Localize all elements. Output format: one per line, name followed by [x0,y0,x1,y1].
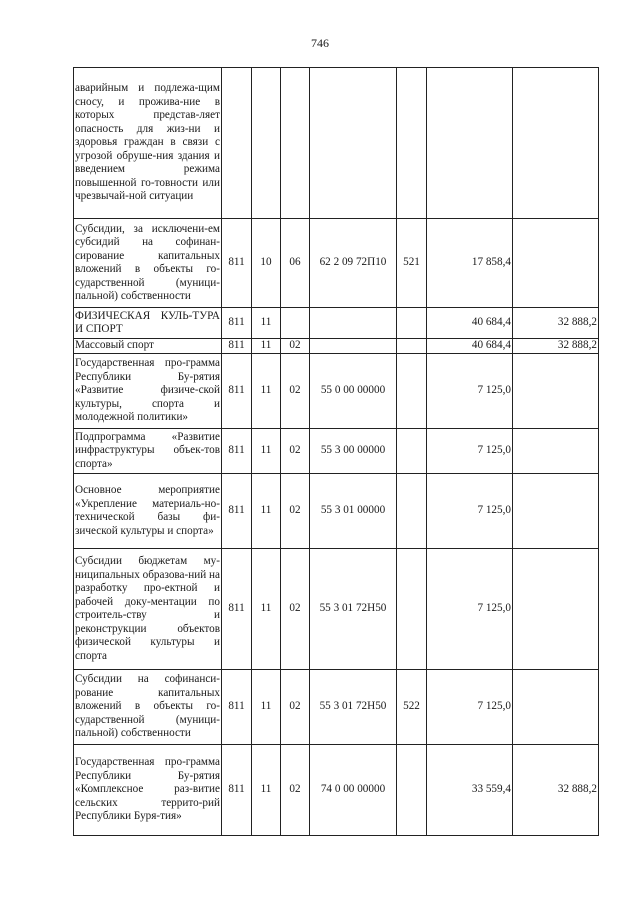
table-row [74,429,599,474]
section-code-cell [252,68,281,219]
row-name-cell: аварийным и подлежа-щим сносу, и прожива-ние в которых представ-ляет опасность для жиз-ни и здоровья граждан в связи с угрозой обруше-ния здания и введением режима повышенной го-товности или чрезвычай-ной ситуации [74,68,222,219]
ministry-code-cell: 811 [222,339,252,354]
target-article-cell: 55 3 00 00000 [310,429,397,474]
row-name-cell: Массовый спорт [74,339,222,354]
section-code-cell: 11 [252,308,281,339]
row-name-cell: Государственная про-грамма Республики Бу-рятия «Развитие физиче-ской культуры, спорта и молодежной политики» [74,354,222,429]
page-number: 746 [311,36,329,50]
table-row [74,354,599,429]
subsection-code-cell: 02 [281,745,310,836]
row-name-cell: Субсидии бюджетам му-ниципальных образова-ний на разработку про-ектной и рабочей доку-ментации по строитель-ству и реконструкции объектов физической культуры и спорта [74,549,222,670]
amount-2-cell [513,670,599,745]
table-row [74,308,599,339]
section-code-cell: 11 [252,339,281,354]
target-article-cell: 55 3 01 00000 [310,474,397,549]
amount-1-cell: 7 125,0 [427,354,513,429]
subsection-code-cell: 02 [281,549,310,670]
ministry-code-cell: 811 [222,549,252,670]
amount-2-cell [513,429,599,474]
subsection-code-cell: 02 [281,429,310,474]
row-name-cell: Основное мероприятие «Укрепление материаль-но-технической базы фи-зической культуры и спорта» [74,474,222,549]
amount-1-cell: 7 125,0 [427,549,513,670]
table-row [74,339,599,354]
target-article-cell: 55 3 01 72Н50 [310,670,397,745]
expense-type-cell: 522 [397,670,427,745]
subsection-code-cell [281,308,310,339]
ministry-code-cell: 811 [222,474,252,549]
row-name-cell: ФИЗИЧЕСКАЯ КУЛЬ-ТУРА И СПОРТ [74,308,222,339]
amount-2-cell [513,549,599,670]
amount-2-cell [513,474,599,549]
expense-type-cell [397,68,427,219]
subsection-code-cell: 02 [281,474,310,549]
table-row [74,474,599,549]
amount-2-cell [513,354,599,429]
expense-type-cell [397,549,427,670]
expense-type-cell [397,339,427,354]
target-article-cell [310,68,397,219]
subsection-code-cell: 06 [281,219,310,308]
amount-1-cell: 7 125,0 [427,670,513,745]
target-article-cell: 55 3 01 72Н50 [310,549,397,670]
section-code-cell: 11 [252,429,281,474]
ministry-code-cell: 811 [222,670,252,745]
row-name-cell: Субсидии, за исключени-ем субсидий на софинан-сирование капитальных вложений в объекты го-сударственной (муници-пальной) собственности [74,219,222,308]
subsection-code-cell: 02 [281,670,310,745]
ministry-code-cell [222,68,252,219]
amount-2-cell: 32 888,2 [513,308,599,339]
section-code-cell: 10 [252,219,281,308]
expense-type-cell [397,429,427,474]
section-code-cell: 11 [252,745,281,836]
target-article-cell: 62 2 09 72П10 [310,219,397,308]
expense-type-cell [397,745,427,836]
section-code-cell: 11 [252,354,281,429]
table-row [74,68,599,219]
subsection-code-cell: 02 [281,354,310,429]
subsection-code-cell [281,68,310,219]
amount-2-cell: 32 888,2 [513,339,599,354]
section-code-cell: 11 [252,670,281,745]
budget-table [73,67,599,836]
amount-1-cell: 7 125,0 [427,474,513,549]
ministry-code-cell: 811 [222,308,252,339]
target-article-cell: 74 0 00 00000 [310,745,397,836]
ministry-code-cell: 811 [222,429,252,474]
table-row [74,670,599,745]
amount-1-cell: 40 684,4 [427,339,513,354]
row-name-cell: Подпрограмма «Развитие инфраструктуры объек-тов спорта» [74,429,222,474]
amount-1-cell: 40 684,4 [427,308,513,339]
row-name-cell: Государственная про-грамма Республики Бу-рятия «Комплексное раз-витие сельских террито-рий Республики Буря-тия» [74,745,222,836]
table-row [74,219,599,308]
table-row [74,549,599,670]
expense-type-cell [397,354,427,429]
section-code-cell: 11 [252,549,281,670]
expense-type-cell [397,474,427,549]
ministry-code-cell: 811 [222,219,252,308]
table-row [74,745,599,836]
subsection-code-cell: 02 [281,339,310,354]
target-article-cell: 55 0 00 00000 [310,354,397,429]
target-article-cell [310,308,397,339]
amount-1-cell: 7 125,0 [427,429,513,474]
target-article-cell [310,339,397,354]
amount-1-cell: 17 858,4 [427,219,513,308]
ministry-code-cell: 811 [222,354,252,429]
expense-type-cell: 521 [397,219,427,308]
amount-2-cell [513,68,599,219]
amount-2-cell: 32 888,2 [513,745,599,836]
section-code-cell: 11 [252,474,281,549]
amount-1-cell [427,68,513,219]
ministry-code-cell: 811 [222,745,252,836]
row-name-cell: Субсидии на софинанси-рование капитальных вложений в объекты го-сударственной (муници-пальной) собственности [74,670,222,745]
amount-2-cell [513,219,599,308]
expense-type-cell [397,308,427,339]
amount-1-cell: 33 559,4 [427,745,513,836]
